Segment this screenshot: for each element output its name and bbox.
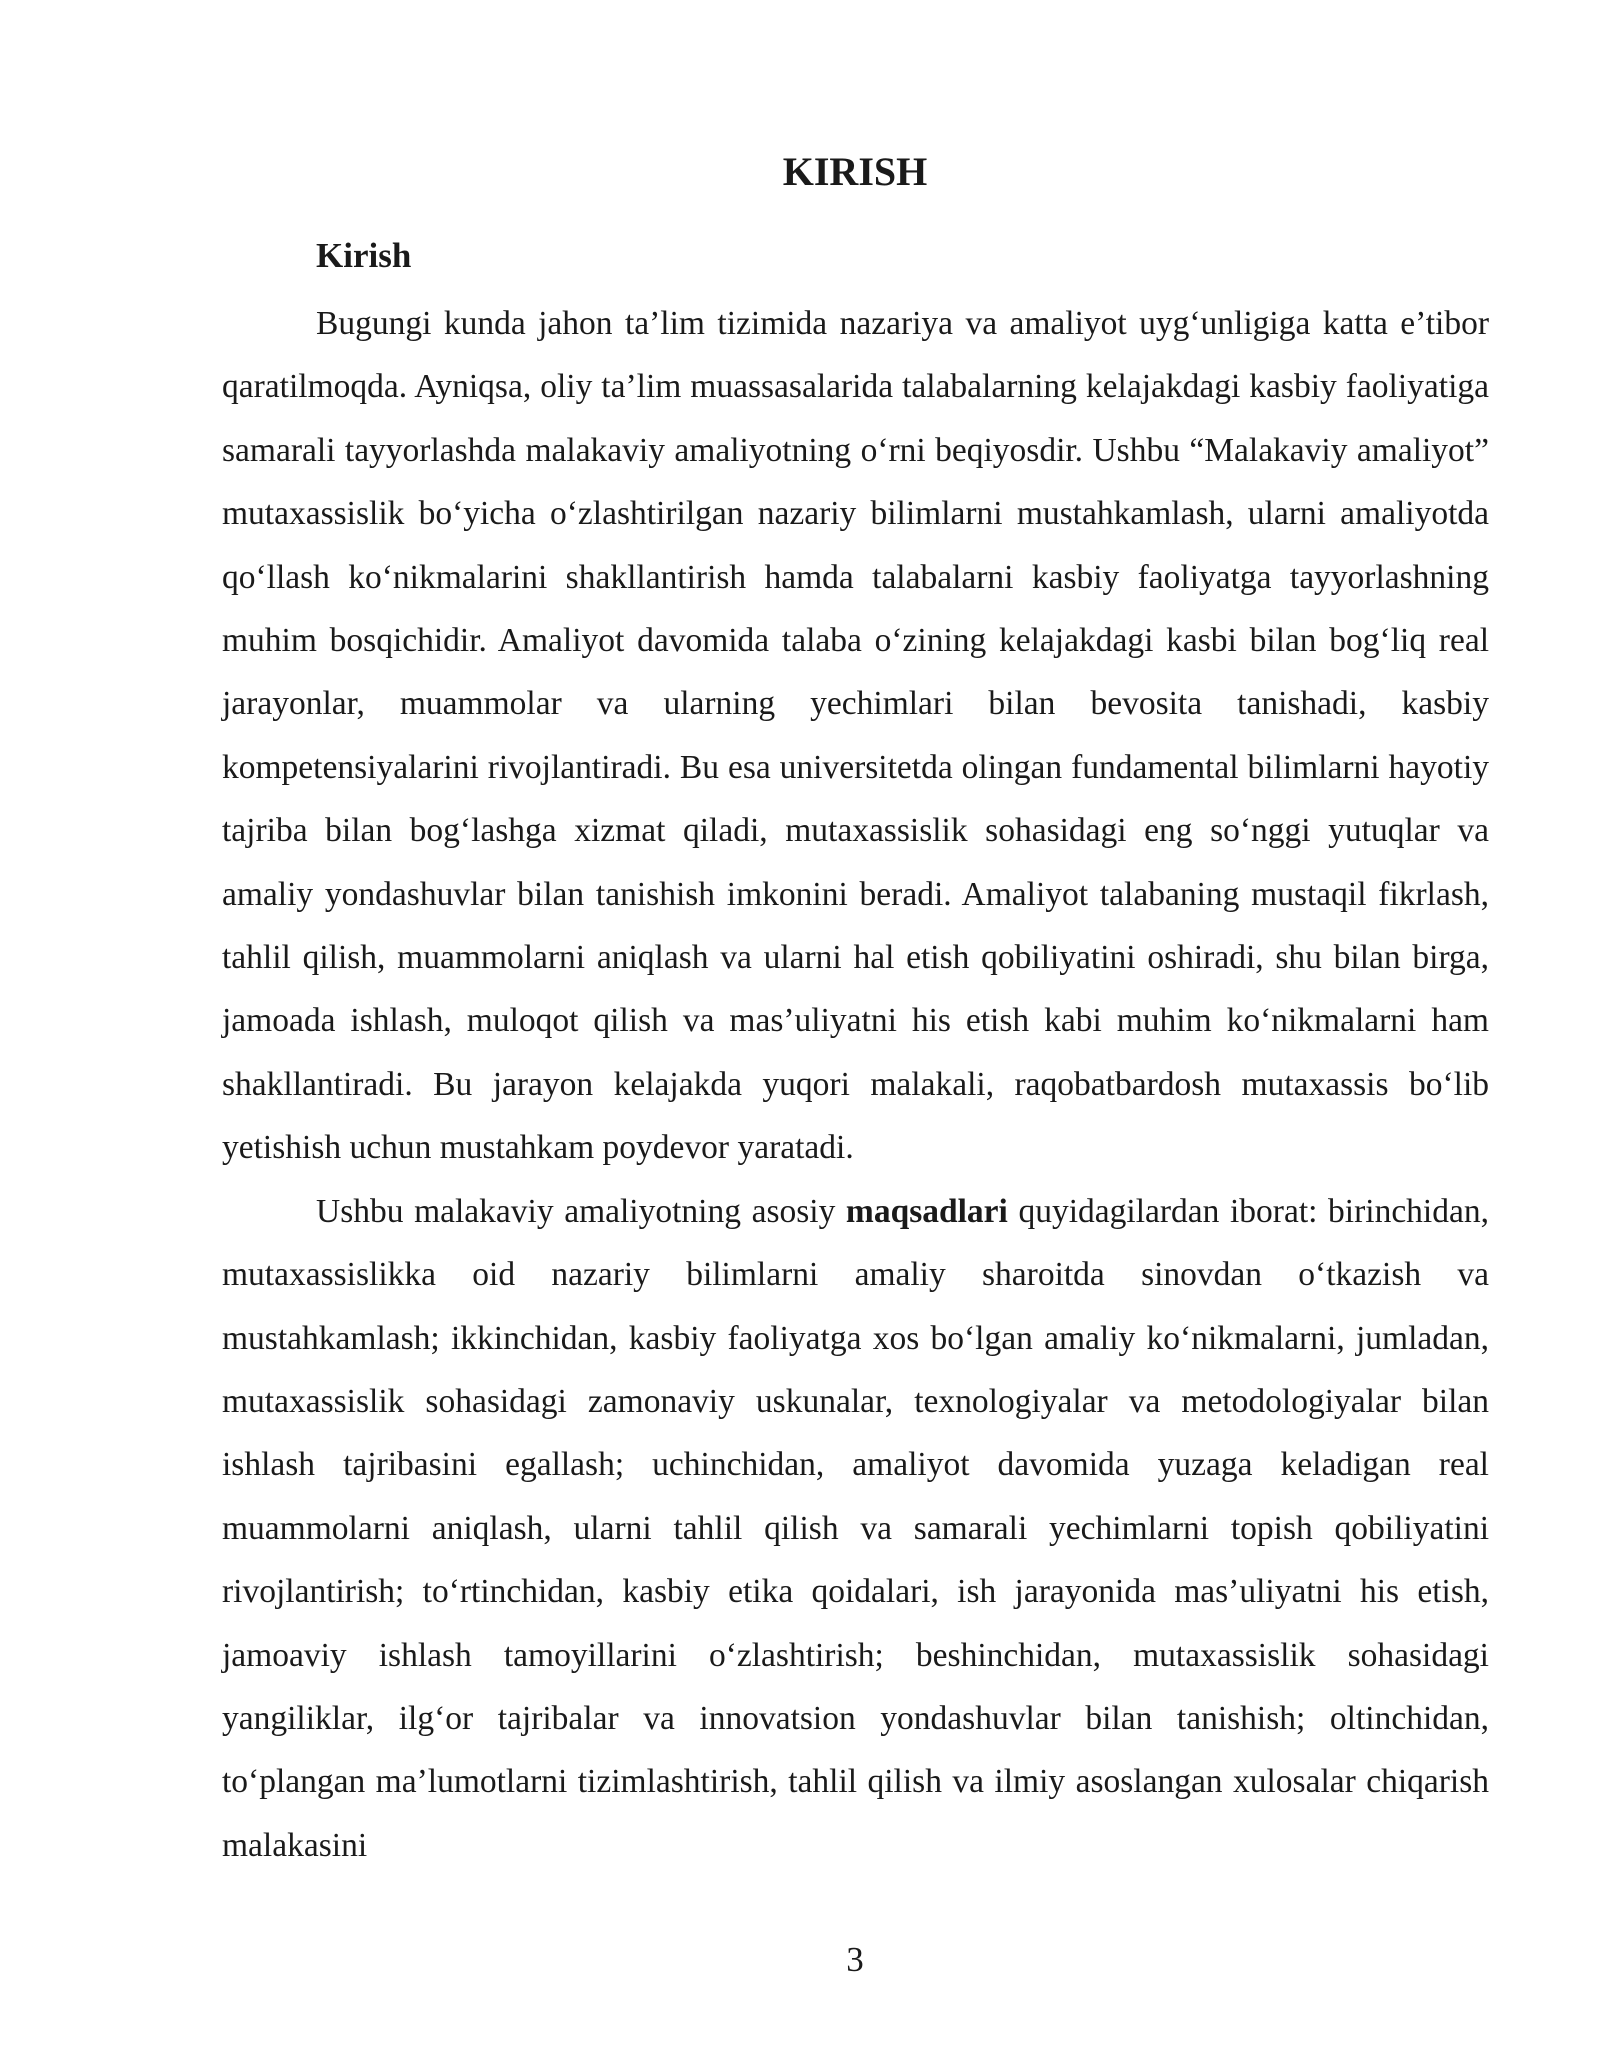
- paragraph-goals-lead: Ushbu malakaviy amaliyotning asosiy: [316, 1192, 846, 1230]
- page-title: KIRISH: [782, 149, 928, 194]
- section-subtitle: Kirish: [316, 236, 412, 275]
- paragraph-goals-rest: quyidagilardan iborat: birinchidan, mutaxassislikka oid nazariy bilimlarni amaliy sharoitda sinovdan o‘tkazish va mustahkamlash; ikkinchidan, kasbiy faoliyatga xos bo‘lgan amaliy ko‘nikmalarni, jumladan, mutaxassislik sohasidagi zamonaviy uskunalar, texnologiyalar va metodologiyalar bilan ishlash tajribasini egallash; uchinchidan, amaliyot davomida yuzaga keladigan real muammolarni aniqlash, ularni tahlil qilish va samarali yechimlarni topish qobiliyatini rivojlantirish; to‘rtinchidan, kasbiy etika qoidalari, ish jarayonida mas’uliyatni his etish, jamoaviy ishlash tamoyillarini o‘zlashtirish; beshinchidan, mutaxassislik sohasidagi yangiliklar, ilg‘or tajribalar va innovatsion yondashuvlar bilan tanishish; oltinchidan, to‘plangan ma’lumotlarni tizimlashtirish, tahlil qilish va ilmiy asoslangan xulosalar chiqarish malakasini: [222, 1192, 1489, 1864]
- paragraph-goals-emphasis: maqsadlari: [845, 1192, 1008, 1230]
- paragraph-goals: [222, 1180, 1489, 1877]
- paragraph-introduction: Bugungi kunda jahon ta’lim tizimida nazariya va amaliyot uyg‘unligiga katta e’tibor qaratilmoqda. Ayniqsa, oliy ta’lim muassasalarida talabalarning kelajakdagi kasbiy faoliyatiga samarali tayyorlashda malakaviy amaliyotning o‘rni beqiyosdir. Ushbu “Malakaviy amaliyot” mutaxassislik bo‘yicha o‘zlashtirilgan nazariy bilimlarni mustahkamlash, ularni amaliyotda qo‘llash ko‘nikmalarini shakllantirish hamda talabalarni kasbiy faoliyatga tayyorlashning muhim bosqichidir. Amaliyot davomida talaba o‘zining kelajakdagi kasbi bilan bog‘liq real jarayonlar, muammolar va ularning yechimlari bilan bevosita tanishadi, kasbiy kompetensiyalarini rivojlantiradi. Bu esa universitetda olingan fundamental bilimlarni hayotiy tajriba bilan bog‘lashga xizmat qiladi, mutaxassislik sohasidagi eng so‘nggi yutuqlar va amaliy yondashuvlar bilan tanishish imkonini beradi. Amaliyot talabaning mustaqil fikrlash, tahlil qilish, muammolarni aniqlash va ularni hal etish qobiliyatini oshiradi, shu bilan birga, jamoada ishlash, muloqot qilish va mas’uliyatni his etish kabi muhim ko‘nikmalarni ham shakllantiradi. Bu jarayon kelajakda yuqori malakali, raqobatbardosh mutaxassis bo‘lib yetishish uchun mustahkam poydevor yaratadi.: [222, 305, 1489, 1167]
- page-number: 3: [846, 1940, 864, 1979]
- document-body: [222, 292, 1489, 1877]
